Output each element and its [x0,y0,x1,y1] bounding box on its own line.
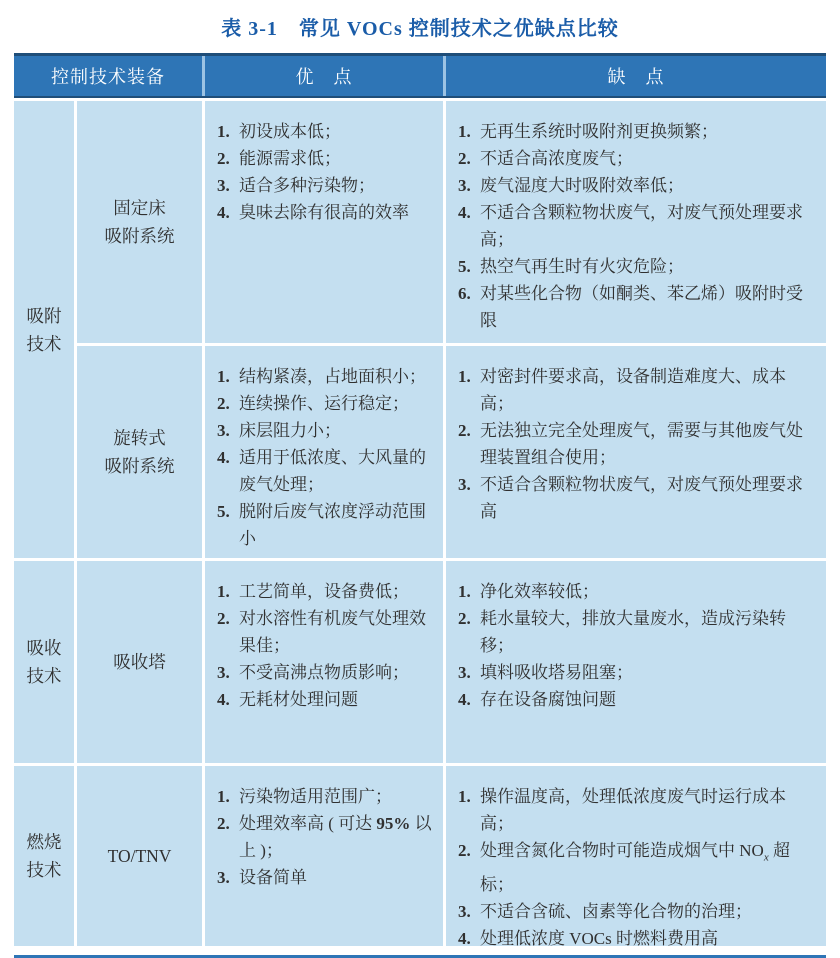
item-number: 1. [458,787,471,806]
list-item [217,172,435,199]
list-item [217,199,435,226]
header-equipment: 控制技术装备 [14,56,202,96]
item-number: 3. [217,663,230,682]
item-number: 4. [217,203,230,222]
item-text: 操作温度高，处理低浓度废气时运行成本高； [480,787,786,833]
item-number: 3. [217,176,230,195]
voc-comparison-table [14,53,826,949]
item-number: 2. [217,394,230,413]
system-cell: TO/TNV [77,766,202,946]
item-text: 结构紧凑，占地面积小； [239,367,426,386]
item-number: 4. [458,203,471,222]
item-text: 不受高沸点物质影响； [239,663,409,682]
list-item [458,363,818,417]
item-number: 1. [217,787,230,806]
item-text: 处理含氮化合物时可能造成烟气中 $NO_x$ 超标； [480,841,790,895]
item-text: 处理效率高 ( 可达 95% 以上 )； [239,814,432,860]
disadvantages-cell [446,346,826,558]
list-item [217,417,435,444]
advantages-cell [205,346,443,558]
list-item [217,390,435,417]
list-item [217,578,435,605]
item-number: 1. [458,122,471,141]
item-number: 3. [217,421,230,440]
list-item [217,783,435,810]
item-number: 2. [458,421,471,440]
item-text: 热空气再生时有火灾危险； [480,257,684,276]
item-number: 5. [458,257,471,276]
list-item [458,172,818,199]
disadvantages-cell [446,766,826,949]
list-item [458,417,818,471]
item-number: 6. [458,284,471,303]
list-item [458,280,818,334]
item-text: 无耗材处理问题 [239,690,358,709]
list-item [217,145,435,172]
list-item [458,837,818,898]
item-text: 床层阻力小； [239,421,341,440]
list-item [217,605,435,659]
list-item [217,810,435,864]
item-text: 填料吸收塔易阻塞； [480,663,633,682]
item-text: 连续操作、运行稳定； [239,394,409,413]
list-item [458,199,818,253]
system-cell: 旋转式 吸附系统 [77,346,202,558]
table-title: 表 3-1 常见 VOCs 控制技术之优缺点比较 [221,18,619,40]
list-item [458,659,818,686]
table-header-row [14,56,826,98]
list-item [458,578,818,605]
item-number: 4. [458,690,471,709]
item-text: 对水溶性有机废气处理效果佳； [239,609,426,655]
item-text: 废气湿度大时吸附效率低； [480,176,684,195]
item-number: 3. [458,663,471,682]
list-item [458,898,818,925]
header-disadvantages: 缺 点 [446,56,826,96]
item-number: 2. [458,609,471,628]
list-item [217,118,435,145]
item-number: 1. [458,367,471,386]
item-text: 不适合含硫、卤素等化合物的治理； [480,902,752,922]
item-number: 2. [217,149,230,168]
advantages-cell [205,766,443,946]
category-cell: 燃烧 技术 [14,766,74,946]
list-item [458,686,818,713]
list-item [217,498,435,552]
item-number: 1. [217,367,230,386]
item-text: 污染物适用范围广； [239,787,392,806]
item-number: 4. [217,448,230,467]
item-text: 对某些化合物（如酮类、苯乙烯）吸附时受限 [480,284,803,330]
list-item [458,605,818,659]
item-text: 不适合含颗粒物状废气，对废气预处理要求高； [480,203,803,249]
item-text: 能源需求低； [239,149,341,168]
table-body [14,101,826,949]
item-number: 3. [458,475,471,494]
system-cell: 固定床 吸附系统 [77,101,202,343]
list-item [458,783,818,837]
item-text: 初设成本低； [239,122,341,141]
list-item [458,925,818,952]
item-number: 3. [458,902,471,922]
item-number: 1. [217,582,230,601]
list-item [217,864,435,891]
item-number: 1. [217,122,230,141]
list-item [458,145,818,172]
item-text: 脱附后废气浓度浮动范围小 [239,502,426,548]
item-text: 存在设备腐蚀问题 [480,690,616,709]
item-text: 无再生系统时吸附剂更换频繁； [480,122,718,141]
item-number: 2. [217,609,230,628]
item-number: 3. [217,868,230,887]
item-text: 适合多种污染物； [239,176,375,195]
item-number: 1. [458,582,471,601]
item-text: 适用于低浓度、大风量的废气处理； [239,448,426,494]
item-number: 4. [217,690,230,709]
list-item [217,444,435,498]
item-text: 净化效率较低； [480,582,599,601]
item-number: 4. [458,929,471,949]
item-number: 5. [217,502,230,521]
category-cell: 吸附 技术 [14,101,74,558]
item-text: 不适合高浓度废气； [480,149,633,168]
header-advantages: 优 点 [205,56,443,96]
list-item [458,471,818,525]
disadvantages-cell [446,561,826,763]
disadvantages-cell [446,101,826,343]
list-item [217,659,435,686]
list-item [458,118,818,145]
item-text: 无法独立完全处理废气，需要与其他废气处理装置组合使用； [480,421,803,467]
system-cell: 吸收塔 [77,561,202,763]
item-text: 臭味去除有很高的效率 [239,203,409,222]
item-number: 2. [458,149,471,168]
advantages-cell [205,101,443,343]
item-number: 2. [458,841,471,860]
list-item [217,686,435,713]
item-text: 工艺简单，设备费低； [239,582,409,601]
advantages-cell [205,561,443,763]
item-text: 设备简单 [239,868,307,887]
list-item [458,253,818,280]
list-item [217,363,435,390]
item-text: 耗水量较大，排放大量废水，造成污染转移； [480,609,786,655]
item-text: 不适合含颗粒物状废气，对废气预处理要求高 [480,475,803,521]
item-number: 3. [458,176,471,195]
item-number: 2. [217,814,230,833]
item-text: 对密封件要求高，设备制造难度大、成本高； [480,367,786,413]
category-cell: 吸收 技术 [14,561,74,763]
item-text: 处理低浓度 VOCs 时燃料费用高 [480,929,719,949]
